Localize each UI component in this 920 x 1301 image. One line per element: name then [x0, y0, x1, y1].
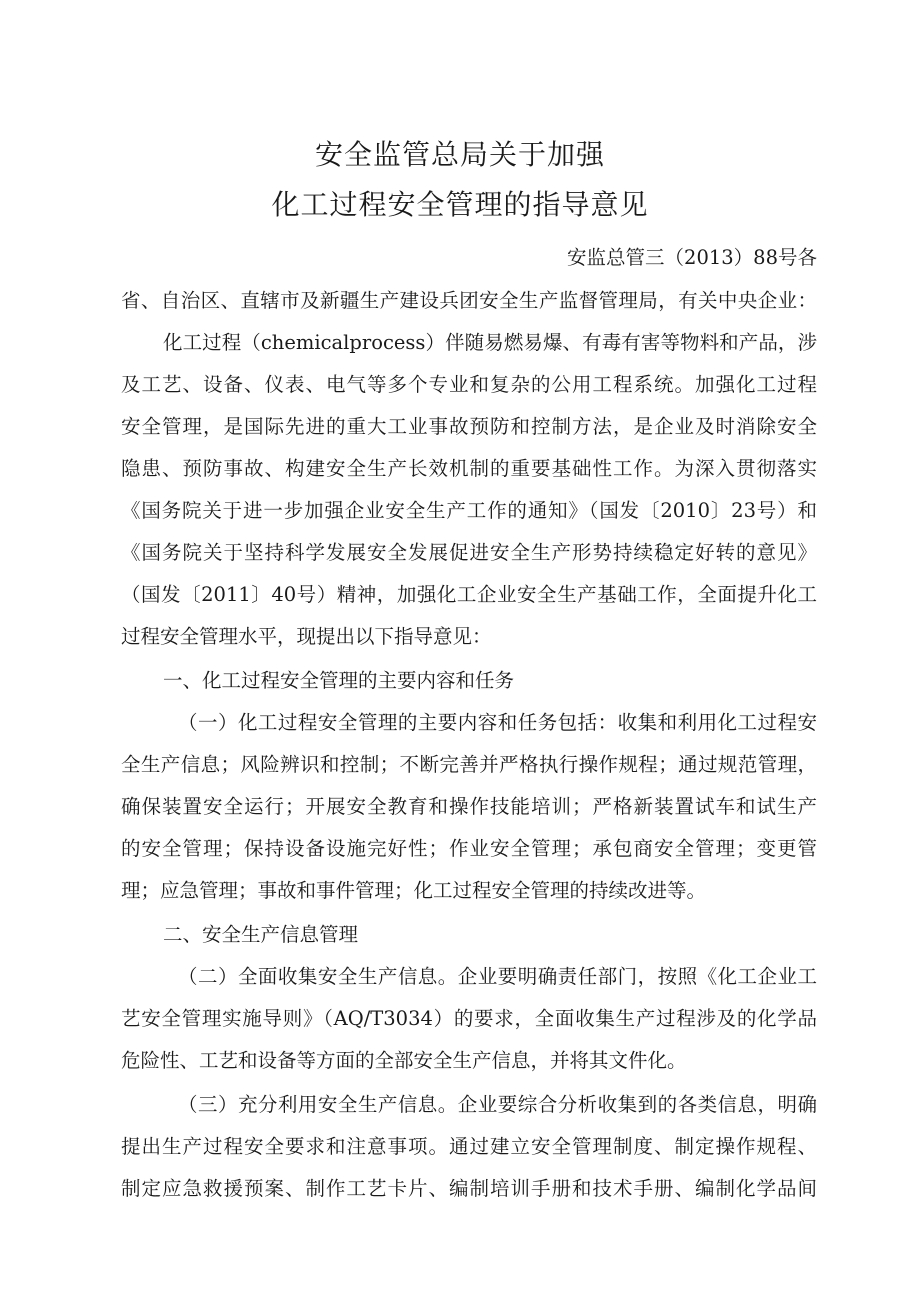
- section-heading-1: 一、化工过程安全管理的主要内容和任务: [163, 669, 515, 692]
- paragraph-line: 隐患、预防事故、构建安全生产长效机制的重要基础性工作。为深入贯彻落实: [121, 457, 817, 480]
- document-title-line-1: 安全监管总局关于加强: [314, 138, 605, 171]
- paragraph-line: （国发〔2011〕40号）精神，加强化工企业安全生产基础工作，全面提升化工: [121, 583, 817, 606]
- paragraph-line: 过程安全管理水平，现提出以下指导意见：: [121, 625, 492, 648]
- paragraph-line: 危险性、工艺和设备等方面的全部安全生产信息，并将其文件化。: [121, 1049, 687, 1072]
- paragraph-line: （二）全面收集安全生产信息。企业要明确责任部门，按照《化工企业工: [178, 965, 817, 988]
- paragraph-line: 确保装置安全运行；开展安全教育和操作技能培训；严格新装置试车和试生产: [121, 795, 817, 818]
- paragraph-line: 《国务院关于进一步加强企业安全生产工作的通知》（国发〔2010〕23号）和: [121, 499, 817, 522]
- addressee-line: 省、自治区、直辖市及新疆生产建设兵团安全生产监督管理局，有关中央企业：: [121, 289, 817, 312]
- paragraph-line: 全生产信息；风险辨识和控制；不断完善并严格执行操作规程；通过规范管理，: [121, 753, 817, 776]
- document-number: 安监总管三（2013）88号各: [567, 246, 817, 269]
- paragraph-line: （一）化工过程安全管理的主要内容和任务包括：收集和利用化工过程安: [178, 711, 817, 734]
- section-heading-2: 二、安全生产信息管理: [163, 923, 359, 946]
- paragraph-line: 提出生产过程安全要求和注意事项。通过建立安全管理制度、制定操作规程、: [121, 1135, 817, 1158]
- paragraph-line: 及工艺、设备、仪表、电气等多个专业和复杂的公用工程系统。加强化工过程: [121, 373, 817, 396]
- paragraph-line: 安全管理，是国际先进的重大工业事故预防和控制方法，是企业及时消除安全: [121, 415, 817, 438]
- paragraph-line: 理；应急管理；事故和事件管理；化工过程安全管理的持续改进等。: [121, 879, 707, 902]
- paragraph-line: 的安全管理；保持设备设施完好性；作业安全管理；承包商安全管理；变更管: [121, 837, 817, 860]
- paragraph-line: 制定应急救援预案、制作工艺卡片、编制培训手册和技术手册、编制化学品间: [121, 1177, 817, 1200]
- paragraph-line: 化工过程（chemicalprocess）伴随易燃易爆、有毒有害等物料和产品，涉: [163, 331, 817, 354]
- paragraph-line: 艺安全管理实施导则》（AQ/T3034）的要求，全面收集生产过程涉及的化学品: [121, 1007, 817, 1030]
- paragraph-line: 《国务院关于坚持科学发展安全发展促进安全生产形势持续稳定好转的意见》: [121, 541, 817, 564]
- paragraph-line: （三）充分利用安全生产信息。企业要综合分析收集到的各类信息，明确: [178, 1093, 817, 1116]
- document-title-line-2: 化工过程安全管理的指导意见: [271, 188, 649, 221]
